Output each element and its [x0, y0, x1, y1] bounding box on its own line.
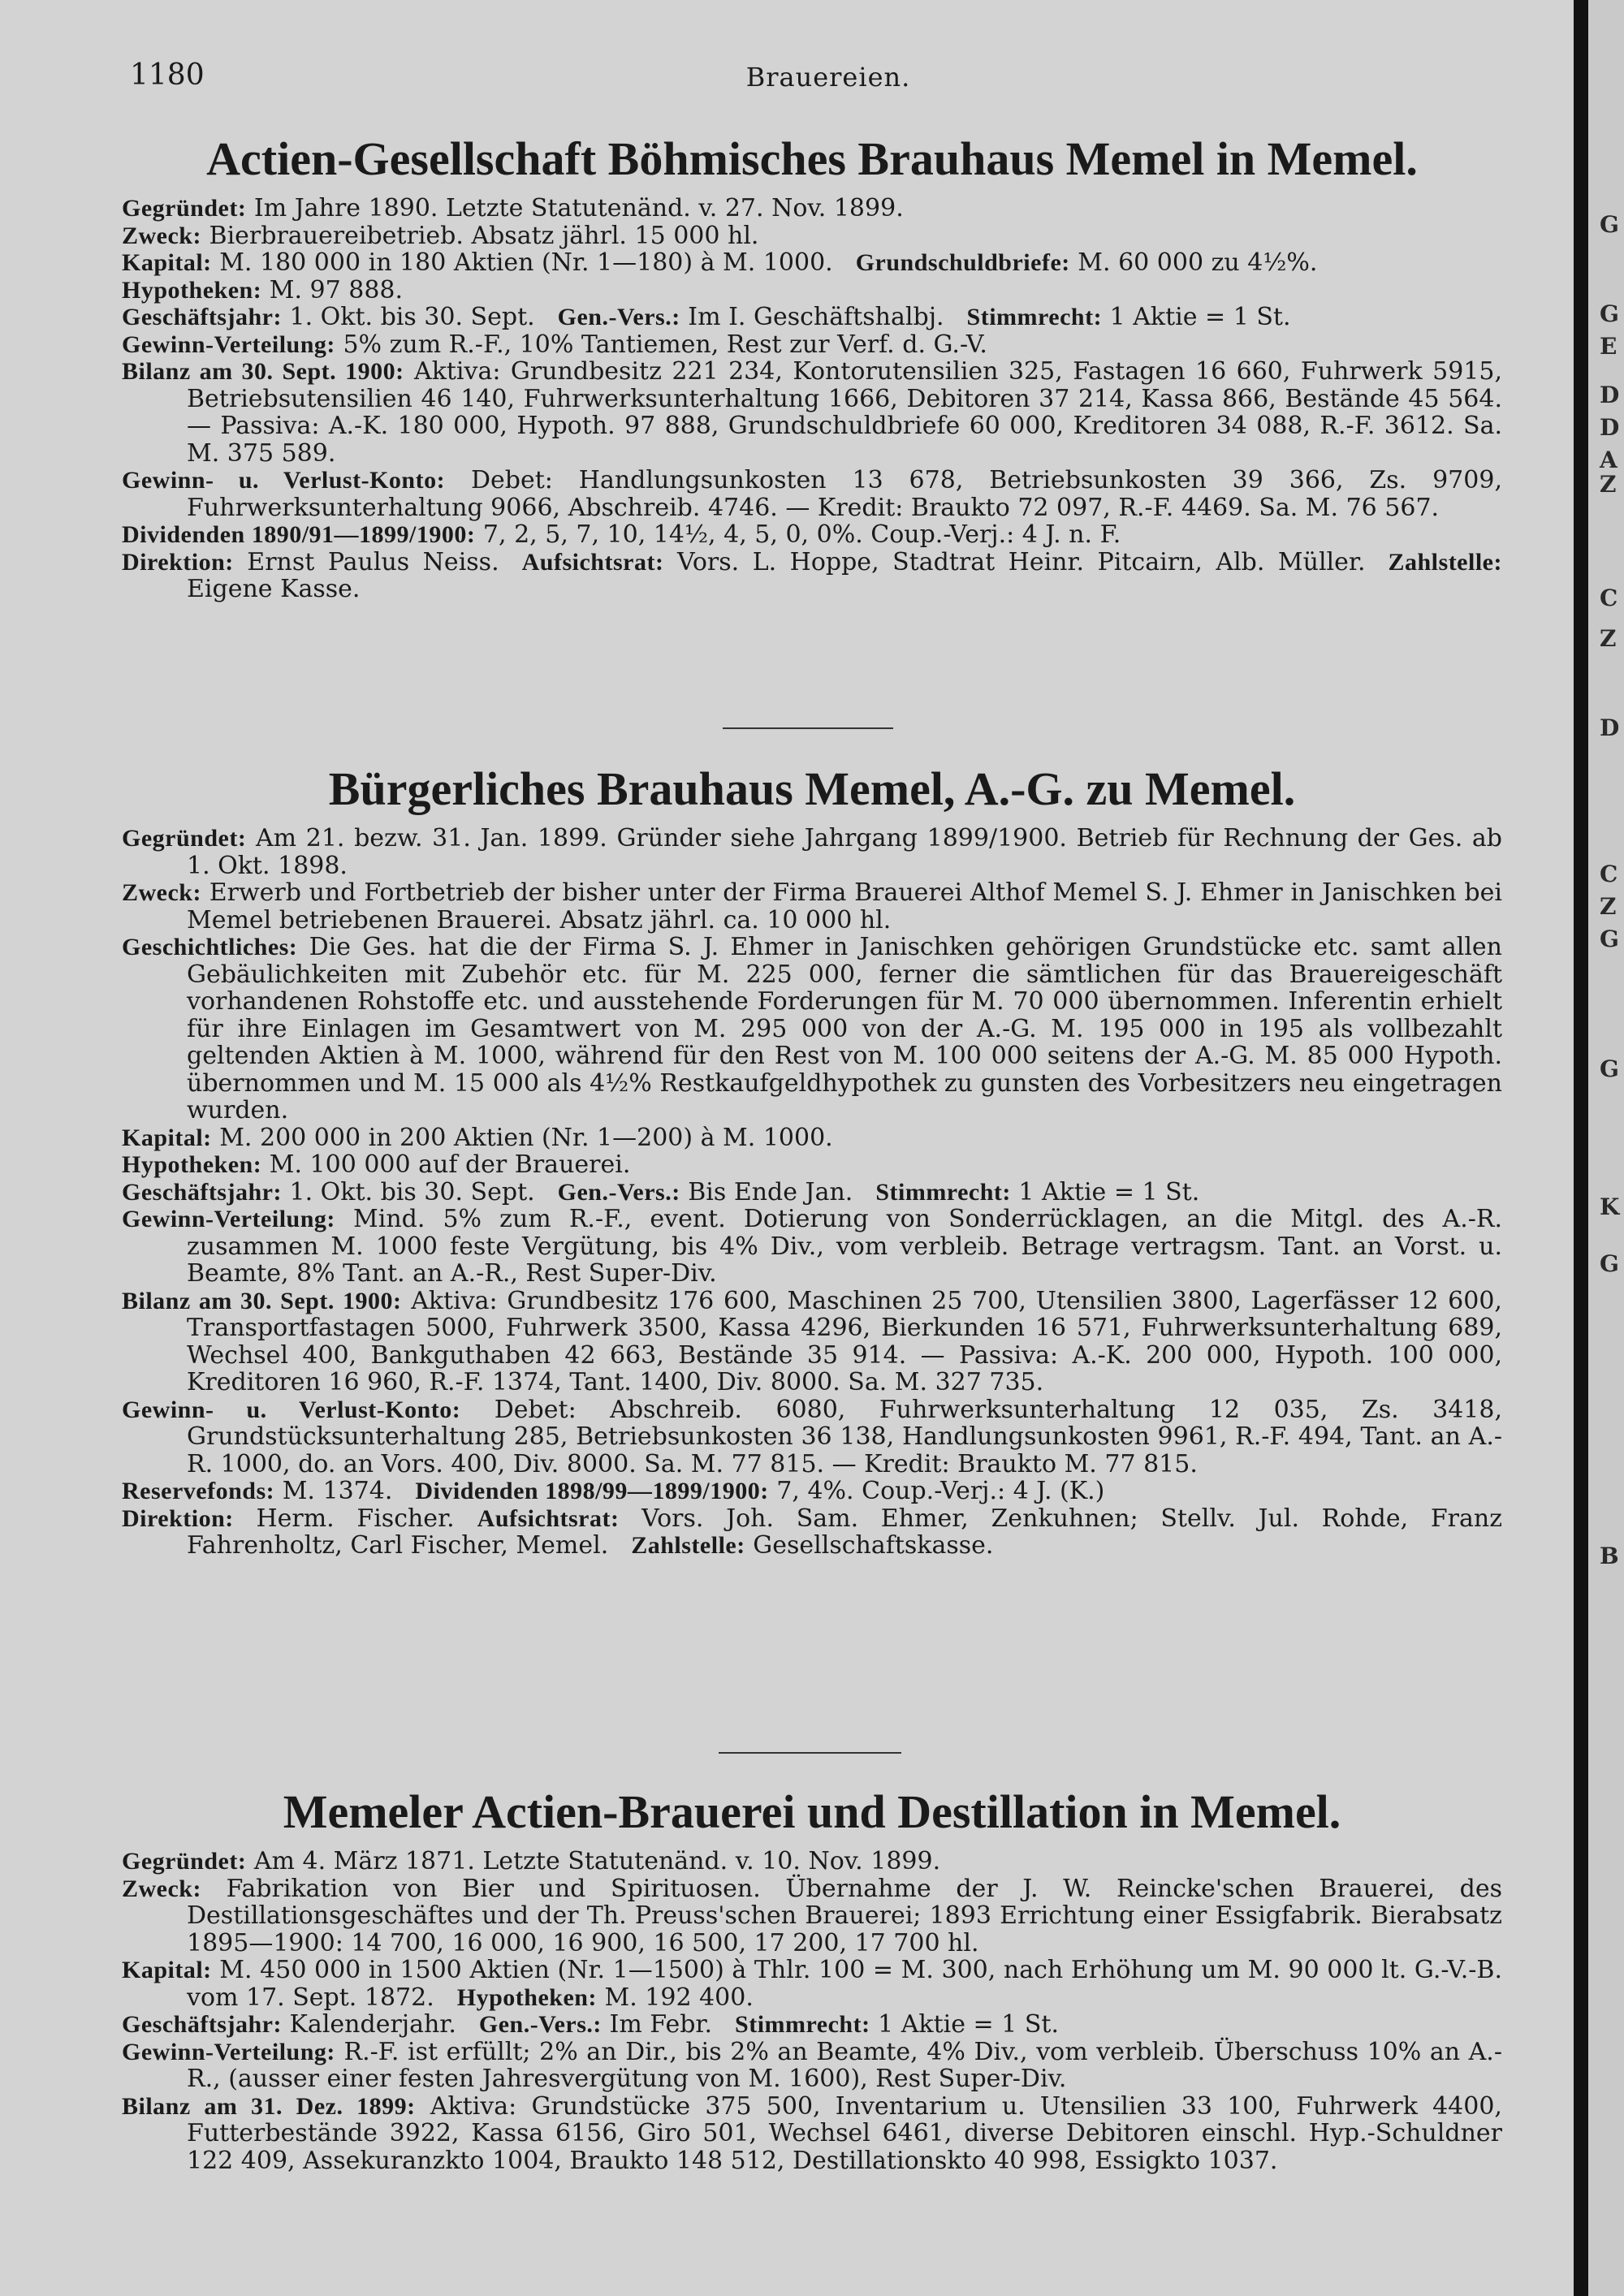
purpose-label: Zweck:	[122, 1875, 201, 1902]
voting-right-text: 1 Aktie = 1 St.	[1109, 303, 1291, 331]
margin-fragment: G	[1600, 300, 1619, 327]
company-title: Bürgerliches Brauhaus Memel, A.-G. zu Memel.	[328, 762, 1296, 815]
capital-entry	[122, 1124, 1502, 1152]
profit-loss-text: Debet: Abschreib. 6080, Fuhrwerksunterhaltung 12 035, Zs. 3418, Grundstücksunterhaltung 285, Betriebsunkosten 36 138, Handlungsunkosten 9961, R.-F. 494, Tant. an A.-R. 1000, do. an Vors. 400, Div. 8000. Sa. M. 77 815. — Kredit: Braukto M. 77 815.	[187, 1395, 1503, 1478]
company-entry-memeler-actien-brauerei	[122, 1783, 1502, 2174]
balance-entry	[122, 358, 1502, 467]
supervisory-board-text: Vors. Joh. Sam. Ehmer, Zenkuhnen; Stellv. Jul. Rohde, Franz Fahrenholtz, Carl Fischer, Memel.	[187, 1504, 1502, 1560]
founded-label: Gegründet:	[122, 1848, 247, 1875]
balance-text: Aktiva: Grundbesitz 176 600, Maschinen 25 700, Utensilien 3800, Lagerfässer 12 600, Transportfastagen 5000, Fuhrwerk 3500, Kassa 4296, Bierkunden 16 571, Fuhrwerksunterhaltung 689, Wechsel 400, Bankguthaben 42 663, Bestände 35 914. — Passiva: A.-K. 200 000, Hypoth. 100 000, Kreditoren 16 960, R.-F. 1374, Tant. 1400, Div. 8000. Sa. M. 327 735.	[187, 1286, 1502, 1396]
capital-label: Kapital:	[122, 1957, 212, 1983]
founded-label: Gegründet:	[122, 195, 247, 222]
voting-right-label: Stimmrecht:	[735, 2011, 870, 2038]
purpose-text: Bierbrauereibetrieb. Absatz jährl. 15 000 hl.	[209, 221, 759, 250]
page-edge-rule	[1574, 0, 1588, 2296]
company-entry-boehmisches-brauhaus	[122, 130, 1502, 603]
purpose-entry	[122, 879, 1502, 934]
profit-loss-label: Gewinn- u. Verlust-Konto:	[122, 467, 446, 494]
reserve-fund-label: Reservefonds:	[122, 1478, 275, 1504]
balance-entry	[122, 1288, 1502, 1396]
company-title: Actien-Gesellschaft Böhmisches Brauhaus Memel in Memel.	[206, 132, 1418, 185]
dividends-label: Dividenden 1890/91—1899/1900:	[122, 521, 476, 548]
founded-entry	[122, 1848, 1502, 1875]
profit-distribution-text: R.-F. ist erfüllt; 2% an Dir., bis 2% an Beamte, 4% Div., vom verbleib. Überschuss 10% an A.-R., (ausser einer festen Jahresvergütung von M. 1600), Rest Super-Div.	[187, 2037, 1502, 2093]
land-charge-text: M. 60 000 zu 4½%.	[1078, 248, 1318, 277]
land-charge-label: Grundschuldbriefe:	[855, 249, 1070, 276]
general-meeting-label: Gen.-Vers.:	[557, 1178, 680, 1206]
paying-agent-label: Zahlstelle:	[631, 1532, 745, 1559]
fiscal-year-text: Kalenderjahr.	[289, 2010, 456, 2039]
dividends-text: 7, 4%. Coup.-Verj.: 4 J. (K.)	[776, 1477, 1105, 1505]
margin-fragment: D	[1600, 414, 1620, 441]
purpose-entry	[122, 222, 1502, 250]
running-title: Brauereien.	[745, 62, 911, 93]
margin-fragment: C	[1600, 861, 1618, 887]
purpose-text: Fabrikation von Bier und Spirituosen. Übernahme der J. W. Reincke'schen Brauerei, des Destillationsgeschäftes und der Th. Preuss'schen Brauerei; 1893 Errichtung einer Essigfabrik. Bierabsatz 1895—1900: 14 700, 16 000, 16 900, 16 500, 17 200, 17 700 hl.	[187, 1874, 1502, 1957]
page-number: 1180	[130, 58, 205, 92]
founded-text: Am 4. März 1871. Letzte Statutenänd. v. 10. Nov. 1899.	[253, 1847, 941, 1875]
history-label: Geschichtliches:	[122, 934, 298, 960]
purpose-text: Erwerb und Fortbetrieb der bisher unter der Firma Brauerei Althof Memel S. J. Ehmer in Janischken bei Memel betriebenen Brauerei. Absatz jährl. ca. 10 000 hl.	[187, 878, 1502, 934]
reserve-fund-entry	[122, 1478, 1502, 1505]
balance-label: Bilanz am 30. Sept. 1900:	[122, 358, 404, 385]
capital-label: Kapital:	[122, 249, 212, 276]
balance-text: Aktiva: Grundbesitz 221 234, Kontorutensilien 325, Fastagen 16 660, Fuhrwerk 5915, Betriebsutensilien 46 140, Fuhrwerksunterhaltung 1666, Debitoren 37 214, Kassa 866, Bestände 45 564. — Passiva: A.-K. 180 000, Hypoth. 97 888, Grundschuldbriefe 60 000, Kreditoren 34 088, R.-F. 3612. Sa. M. 375 589.	[187, 357, 1502, 468]
mortgages-text: M. 100 000 auf der Brauerei.	[269, 1150, 631, 1179]
profit-loss-text: Debet: Handlungsunkosten 13 678, Betriebsunkosten 39 366, Zs. 9709, Fuhrwerksunterhaltung 9066, Abschreib. 4746. — Kredit: Braukto 72 097, R.-F. 4469. Sa. M. 76 567.	[187, 466, 1502, 522]
margin-fragment: D	[1600, 714, 1620, 741]
margin-fragment: D	[1600, 382, 1620, 408]
mortgages-label: Hypotheken:	[122, 276, 262, 304]
capital-label: Kapital:	[122, 1124, 212, 1151]
balance-text: Aktiva: Grundstücke 375 500, Inventarium u. Utensilien 33 100, Fuhrwerk 4400, Futterbestände 3922, Kassa 6156, Giro 501, Wechsel 6461, diverse Debitoren einschl. Hyp.-Schuldner 122 409, Assekuranzkto 1004, Braukto 148 512, Destillationskto 40 998, Essigkto 1037.	[187, 2091, 1502, 2175]
profit-loss-label: Gewinn- u. Verlust-Konto:	[122, 1396, 461, 1423]
purpose-label: Zweck:	[122, 222, 201, 249]
fiscal-year-text: 1. Okt. bis 30. Sept.	[289, 1177, 535, 1206]
profit-distribution-text: Mind. 5% zum R.-F., event. Dotierung von Sonderrücklagen, an die Mitgl. des A.-R. zusammen M. 1000 feste Vergütung, bis 4% Div., vom verbleib. Betrage vertragsm. Tant. an Vorst. u. Beamte, 8% Tant. an A.-R., Rest Super-Div.	[187, 1205, 1502, 1288]
fiscal-year-text: 1. Okt. bis 30. Sept.	[289, 303, 535, 331]
founded-text: Am 21. bezw. 31. Jan. 1899. Gründer siehe Jahrgang 1899/1900. Betrieb für Rechnung der Ges. ab 1. Okt. 1898.	[187, 824, 1502, 880]
general-meeting-label: Gen.-Vers.:	[478, 2011, 602, 2038]
margin-fragment: Z	[1600, 625, 1617, 652]
founded-entry	[122, 195, 1502, 222]
mortgages-label: Hypotheken:	[456, 1983, 597, 2011]
adjacent-page-margin	[1588, 0, 1624, 2296]
fiscal-year-entry	[122, 304, 1502, 331]
capital-entry	[122, 249, 1502, 277]
capital-entry	[122, 1957, 1502, 2011]
capital-text: M. 200 000 in 200 Aktien (Nr. 1—200) à M. 1000.	[219, 1123, 833, 1152]
dividends-text: 7, 2, 5, 7, 10, 14½, 4, 5, 0, 0%. Coup.-Verj.: 4 J. n. F.	[482, 520, 1121, 549]
capital-text: M. 180 000 in 180 Aktien (Nr. 1—180) à M. 1000.	[219, 248, 833, 277]
balance-label: Bilanz am 31. Dez. 1899:	[122, 2092, 416, 2120]
profit-distribution-label: Gewinn-Verteilung:	[122, 330, 335, 358]
voting-right-label: Stimmrecht:	[875, 1178, 1011, 1206]
profit-distribution-label: Gewinn-Verteilung:	[122, 1206, 335, 1232]
profit-distribution-entry	[122, 331, 1502, 359]
reserve-fund-text: M. 1374.	[282, 1477, 393, 1505]
management-label: Direktion:	[122, 1504, 234, 1532]
purpose-label: Zweck:	[122, 879, 201, 906]
supervisory-board-label: Aufsichtsrat:	[521, 548, 664, 576]
margin-fragment: G	[1600, 926, 1619, 952]
general-meeting-text: Im I. Geschäftshalbj.	[688, 303, 944, 331]
management-entry	[122, 549, 1502, 603]
company-title: Memeler Actien-Brauerei und Destillation in Memel.	[283, 1785, 1341, 1838]
profit-distribution-text: 5% zum R.-F., 10% Tantiemen, Rest zur Verf. d. G.-V.	[343, 330, 987, 359]
margin-fragment: K	[1600, 1193, 1620, 1220]
capital-text: M. 450 000 in 1500 Aktien (Nr. 1—1500) à Thlr. 100 = M. 300, nach Erhöhung um M. 90 000 lt. G.-V.-B. vom 17. Sept. 1872.	[187, 1956, 1502, 2012]
dividends-label: Dividenden 1898/99—1899/1900:	[415, 1478, 769, 1504]
voting-right-label: Stimmrecht:	[966, 304, 1103, 330]
supervisory-board-text: Vors. L. Hoppe, Stadtrat Heinr. Pitcairn, Alb. Müller.	[676, 547, 1366, 576]
profit-loss-entry	[122, 467, 1502, 521]
section-divider	[719, 1752, 901, 1754]
founded-label: Gegründet:	[122, 825, 247, 852]
margin-fragment: G	[1600, 1055, 1619, 1082]
general-meeting-text: Bis Ende Jan.	[688, 1177, 853, 1206]
mortgages-entry	[122, 277, 1502, 304]
paying-agent-label: Zahlstelle:	[1388, 548, 1502, 576]
margin-fragment: Z	[1600, 893, 1617, 920]
margin-fragment: G	[1600, 1250, 1619, 1277]
history-text: Die Ges. hat die der Firma S. J. Ehmer in Janischken gehörigen Grundstücke etc. samt allen Gebäulichkeiten mit Zubehör etc. für M. 225 000, ferner die sämtlichen für das Brauereigeschäft vorhandenen Rohstoffe etc. und ausstehende Forderungen für M. 70 000 übernommen. Inferentin erhielt für ihre Einlagen im Gesamtwert von M. 295 000 von der A.-G. M. 195 000 in 195 als vollbezahlt geltenden Aktien à M. 1000, während für den Rest von M. 100 000 seitens der A.-G. M. 85 000 Hypoth. übernommen und M. 15 000 als 4½% Restkaufgeldhypothek zu gunsten des Vorbesitzers neu eingetragen wurden.	[187, 933, 1502, 1124]
dividends-entry	[122, 521, 1502, 549]
fiscal-year-label: Geschäftsjahr:	[122, 1178, 282, 1206]
general-meeting-label: Gen.-Vers.:	[557, 304, 680, 330]
management-text: Ernst Paulus Neiss.	[247, 547, 499, 576]
management-label: Direktion:	[122, 548, 234, 576]
paying-agent-text: Gesellschaftskasse.	[753, 1531, 994, 1560]
management-entry	[122, 1505, 1502, 1560]
fiscal-year-entry	[122, 1179, 1502, 1206]
mortgages-text: M. 192 400.	[604, 1983, 754, 2012]
supervisory-board-label: Aufsichtsrat:	[477, 1504, 620, 1532]
mortgages-entry	[122, 1151, 1502, 1179]
margin-fragment: C	[1600, 585, 1618, 611]
fiscal-year-label: Geschäftsjahr:	[122, 2011, 282, 2038]
voting-right-text: 1 Aktie = 1 St.	[1018, 1177, 1200, 1206]
profit-distribution-entry	[122, 1206, 1502, 1288]
margin-fragment: G	[1600, 211, 1619, 238]
margin-fragment: E	[1600, 333, 1618, 360]
fiscal-year-entry	[122, 2011, 1502, 2039]
mortgages-label: Hypotheken:	[122, 1151, 262, 1178]
purpose-entry	[122, 1875, 1502, 1957]
company-entry-buergerliches-brauhaus	[122, 760, 1502, 1560]
profit-loss-entry	[122, 1396, 1502, 1478]
section-divider	[723, 727, 893, 729]
profit-distribution-entry	[122, 2039, 1502, 2093]
profit-distribution-label: Gewinn-Verteilung:	[122, 2038, 335, 2065]
voting-right-text: 1 Aktie = 1 St.	[878, 2010, 1059, 2039]
management-text: Herm. Fischer.	[256, 1504, 455, 1533]
margin-fragment: A	[1600, 447, 1618, 473]
margin-fragment: Z	[1600, 471, 1617, 498]
founded-text: Im Jahre 1890. Letzte Statutenänd. v. 27. Nov. 1899.	[253, 194, 904, 222]
page-header	[130, 58, 1527, 99]
balance-label: Bilanz am 30. Sept. 1900:	[122, 1287, 402, 1314]
history-entry	[122, 934, 1502, 1124]
margin-fragment: B	[1600, 1543, 1619, 1569]
founded-entry	[122, 825, 1502, 879]
paying-agent-text: Eigene Kasse.	[187, 575, 361, 603]
fiscal-year-label: Geschäftsjahr:	[122, 304, 282, 330]
mortgages-text: M. 97 888.	[269, 275, 404, 304]
balance-entry	[122, 2093, 1502, 2175]
general-meeting-text: Im Febr.	[609, 2010, 713, 2039]
